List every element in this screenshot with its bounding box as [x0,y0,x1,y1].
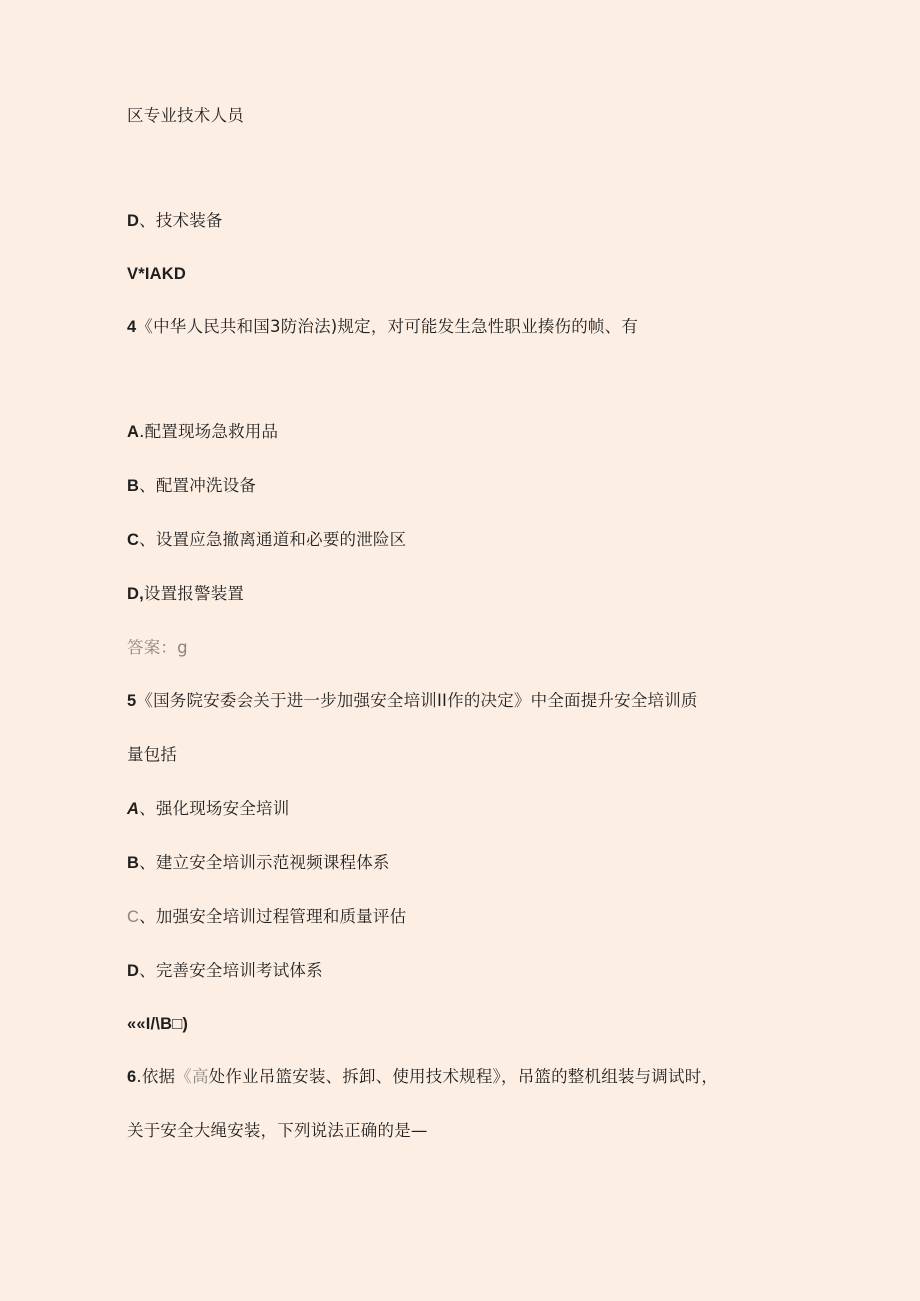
question-text: 量包括 [127,745,178,764]
question-4 [127,316,638,338]
option-d [127,210,223,232]
question-text: 《国务院安委会关于进一步加强安全培训II作的决定》中全面提升安全培训质 [136,691,698,710]
option-text: 、技术装备 [139,211,223,230]
answer-line [127,263,186,285]
question-number: 4 [127,318,137,336]
text-line [127,105,244,127]
option-letter: D [127,212,140,230]
option-letter: A [127,423,140,441]
line-text: 区专业技术人员 [127,106,244,125]
option-letter: B [127,477,140,495]
question-number: 6 [127,1068,137,1086]
option-letter: A [127,800,140,818]
option-text: 、完善安全培训考试体系 [139,961,323,980]
option-text: .配置现场急救用品 [139,422,279,441]
answer-line [127,637,188,659]
question-number: 5 [127,692,137,710]
option-letter: C [127,908,140,926]
option-text: 、加强安全培训过程管理和质量评估 [139,907,407,926]
option-text: 、建立安全培训示范视频课程体系 [139,853,390,872]
option-b [127,475,256,497]
answer-text: ««I/\B□) [127,1015,189,1033]
question-text: 《中华人民共和国3防治法)规定，对可能发生急性职业揍伤的帧、有 [136,317,639,336]
option-b [127,852,390,874]
question-5-continued [127,744,177,766]
option-c [127,906,406,928]
question-6-continued [127,1120,428,1142]
option-letter: B [127,854,140,872]
option-text: 设置报警装置 [143,584,245,603]
option-text: 、设置应急撤离通道和必要的泄险区 [139,530,407,549]
option-letter: C [127,531,140,549]
option-text: 、配置冲洗设备 [139,476,257,495]
question-text: 处作业吊篮安装、拆卸、使用技术规程》，吊篮的整机组装与调试时， [208,1067,719,1086]
option-d [127,960,323,982]
question-text: 关于安全大绳安装，下列说法正确的是— [127,1121,428,1140]
option-letter: D [127,962,140,980]
option-text: 、强化现场安全培训 [139,799,290,818]
question-text-faded: 《高 [175,1067,209,1086]
option-letter: D, [127,585,144,603]
answer-line [127,1013,188,1035]
question-6 [127,1066,718,1088]
option-d [127,583,244,605]
option-c [127,529,406,551]
answer-text: 答案：g [127,638,188,657]
answer-text: V*IAKD [127,265,186,283]
option-a [127,798,289,820]
question-text-prefix: .依据 [136,1067,176,1086]
question-5 [127,690,698,712]
option-a [127,421,278,443]
